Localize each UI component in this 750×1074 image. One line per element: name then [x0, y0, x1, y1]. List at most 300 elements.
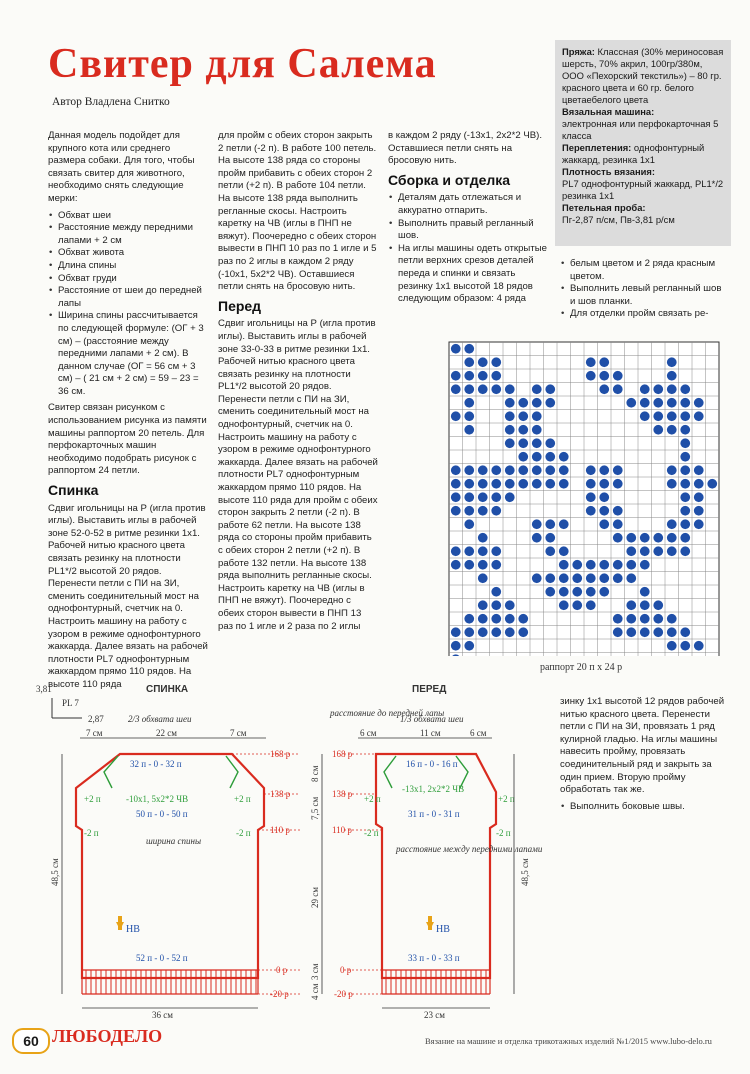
pattern-dot — [680, 506, 690, 516]
pattern-dot — [640, 384, 650, 394]
assembly-list-3 — [560, 801, 725, 814]
footer-text: Вязание на машине и отделка трикотажных изделий №1/2015 www.lubo-delo.ru — [425, 1036, 712, 1046]
spec-value: Пг-2,87 п/см, Пв-3,81 р/см — [562, 214, 675, 225]
pattern-dot — [599, 506, 609, 516]
pattern-dot — [478, 506, 488, 516]
front-hv-label: НВ — [436, 924, 450, 935]
pattern-dot — [505, 600, 515, 610]
pattern-dot — [572, 587, 582, 597]
pattern-dot — [478, 371, 488, 381]
pattern-dot — [545, 533, 555, 543]
pattern-dot — [667, 357, 677, 367]
pattern-dot — [653, 398, 663, 408]
pattern-dot — [680, 384, 690, 394]
pattern-dot — [545, 438, 555, 448]
pattern-dot — [626, 627, 636, 637]
front-dim-11: 11 см — [420, 728, 441, 738]
list-item: • Обхват груди — [58, 273, 208, 286]
list-item: • Выполнить боковые швы. — [570, 801, 725, 814]
pattern-dot — [478, 627, 488, 637]
pattern-dot — [559, 573, 569, 583]
back-hv-label: НВ — [126, 924, 140, 935]
list-item: • Расстояние между передними лапами + 2 см — [58, 222, 208, 247]
spec-value: Классная (30% мериносовая шерсть, 70% акрил, 100гр/380м, ООО «Пехорский текстиль») – 80 гр. красного цвета и 60 гр. белого цветаебелого цвета — [562, 46, 724, 105]
pattern-dot — [518, 398, 528, 408]
author: Автор Владлена Снитко — [52, 96, 170, 108]
pattern-dot — [451, 371, 461, 381]
back-plus-right: +2 п — [234, 794, 251, 804]
pattern-dot — [532, 398, 542, 408]
pattern-dot — [464, 371, 474, 381]
rapport-caption: раппорт 20 п x 24 р — [540, 662, 623, 673]
intro-text: Данная модель подойдет для крупного кота или среднего размера собаки. Для того, чтобы связать свитер для животного, необходимо снять следующие мерки: — [48, 130, 195, 204]
pattern-dot — [545, 465, 555, 475]
spec-key: Переплетения: — [562, 142, 632, 153]
pattern-dot — [640, 533, 650, 543]
list-item: • На иглы машины одеть открытые петли верхних срезов деталей переда и спинки и связать резинку 1х1 высотой 18 рядов следующим образом: 4 ряда — [398, 243, 548, 306]
list-item: • Выполнить левый регланный шов и шов планки. — [570, 283, 725, 308]
pattern-dot — [613, 465, 623, 475]
pattern-dot — [586, 600, 596, 610]
pattern-dot — [464, 546, 474, 556]
pattern-dot — [532, 533, 542, 543]
pattern-dot — [545, 573, 555, 583]
pattern-dot — [694, 465, 704, 475]
pattern-dot — [586, 573, 596, 583]
pattern-dot — [451, 344, 461, 354]
logo-part-a: ЛЮБО — [52, 1026, 111, 1046]
pattern-dot — [478, 357, 488, 367]
front-neck-label: 1/3 обхвата шеи — [400, 714, 464, 724]
pattern-dot — [667, 533, 677, 543]
pattern-dot — [532, 452, 542, 462]
pattern-dot — [532, 479, 542, 489]
pattern-dot — [491, 546, 501, 556]
pattern-dot — [613, 371, 623, 381]
pattern-dot — [599, 587, 609, 597]
pattern-dot — [653, 533, 663, 543]
pattern-dot — [491, 587, 501, 597]
back-minus-left: -2 п — [84, 828, 99, 838]
pattern-dot — [532, 411, 542, 421]
back-raglan-label: -10х1, 5х2*2 ЧВ — [126, 794, 189, 804]
front-to-paw-label: расстояние до передней лапы — [330, 708, 445, 718]
gauge-stitches: 2,87 — [88, 714, 104, 724]
pattern-dot — [680, 533, 690, 543]
pattern-dot — [667, 398, 677, 408]
back-dim-7b: 7 см — [230, 728, 247, 738]
back-text-1: Сдвиг игольницы на Р (игла против иглы). Выставить иглы в рабочей зоне 52-0-52 в ритме резинки 1х1. Рабочей нитью красного цвета связать резинку на плотности PL1*/2 высотой 20 рядов. Перенести петли с ПИ на ЗИ, сменить соединительный мост на однофонтурный, счетчик на 0. Настроить машину на работу с узором в режиме однофонтурного жаккарда. Далее вязать на рабочей плотности PL7 однофонтурным жаккардом прямо 110 рядов. На высоте 110 ряда — [48, 502, 208, 690]
pattern-dot — [518, 465, 528, 475]
front-row-20: -20 р — [334, 989, 353, 999]
pattern-dot — [451, 384, 461, 394]
pattern-dot — [626, 533, 636, 543]
pattern-dot — [640, 560, 650, 570]
specs-box — [555, 40, 731, 246]
pattern-dot — [559, 546, 569, 556]
pattern-dot — [586, 479, 596, 489]
front-row-138: 138 р — [332, 789, 353, 799]
front-stitch-33: 33 п - 0 - 33 п — [408, 953, 460, 963]
front-text-3: в каждом 2 ряду (-13х1, 2х2*2 ЧВ). Оставшиеся петли снять на бросовую нить. — [388, 130, 542, 167]
pattern-dot — [613, 560, 623, 570]
list-item: • Длина спины — [58, 260, 208, 273]
pattern-dot — [491, 627, 501, 637]
pattern-dot — [464, 506, 474, 516]
pattern-dot — [464, 357, 474, 367]
back-row-110: 110 р — [270, 825, 290, 835]
pattern-dot — [680, 641, 690, 651]
pattern-dot — [451, 479, 461, 489]
list-item: • Обхват шеи — [58, 210, 208, 223]
pattern-dot — [559, 519, 569, 529]
pattern-note: Свитер связан рисунком с использованием рисунка из памяти машины раппортом 20 петель. Для перфокарточных машин необходимо подобрать рисунок с раппортом 24 петли. — [48, 402, 207, 477]
pattern-dot — [613, 506, 623, 516]
pattern-dot — [680, 452, 690, 462]
back-height-label: 48,5 см — [50, 858, 60, 886]
pattern-dot — [505, 479, 515, 489]
pattern-dot — [599, 560, 609, 570]
measures-list — [48, 210, 208, 399]
pattern-dot — [586, 492, 596, 502]
pattern-dot — [626, 614, 636, 624]
pattern-dot — [572, 600, 582, 610]
pattern-dot — [667, 519, 677, 529]
pattern-dot — [653, 384, 663, 394]
pattern-dot — [613, 614, 623, 624]
pattern-dot — [640, 614, 650, 624]
pattern-dot — [532, 425, 542, 435]
front-row-168: 168 р — [332, 749, 353, 759]
pattern-dot — [505, 492, 515, 502]
pattern-dot — [505, 398, 515, 408]
spec-key: Петельная проба: — [562, 202, 646, 213]
back-neck-label: 2/3 обхвата шеи — [128, 714, 192, 724]
front-dim-6b: 6 см — [470, 728, 487, 738]
front-stitch-16: 16 п - 0 - 16 п — [406, 759, 458, 769]
pattern-dot — [680, 425, 690, 435]
front-raglan-label: -13х1, 2х2*2 ЧВ — [402, 784, 465, 794]
column-3 — [388, 130, 548, 310]
pattern-dot — [518, 479, 528, 489]
hv-markers — [116, 916, 434, 930]
pattern-dot — [518, 411, 528, 421]
pattern-dot — [464, 425, 474, 435]
spec-value: PL7 однофонтурный жаккард, PL1*/2 резинка 1х1 — [562, 178, 724, 201]
pattern-dot — [451, 492, 461, 502]
pattern-dot — [586, 587, 596, 597]
pattern-dot — [599, 492, 609, 502]
pattern-dot — [478, 384, 488, 394]
pattern-dot — [680, 479, 690, 489]
list-item: • Расстояние от шеи до передней лапы — [58, 285, 208, 310]
dim-29cm: 29 см — [310, 887, 320, 908]
list-item: • Ширина спины рассчитывается по следующей формуле: (ОГ + 3 см) – (расстояние между передними лапами + 2 см). В данном случае (ОГ = 56 см + 3 см) – ( 21 см + 2 см) = 59 – 23 = 36 см. — [58, 310, 208, 398]
list-item: • Для отделки пройм связать ре- — [570, 308, 725, 321]
pattern-dot — [545, 479, 555, 489]
list-item: • Выполнить правый регланный шов. — [398, 218, 548, 243]
pattern-dot — [653, 425, 663, 435]
pattern-dot — [532, 573, 542, 583]
page-number: 60 — [12, 1028, 50, 1054]
pattern-dot — [613, 573, 623, 583]
pattern-dot — [478, 560, 488, 570]
pattern-dot — [491, 465, 501, 475]
pattern-dot — [464, 384, 474, 394]
pattern-dot — [491, 560, 501, 570]
back-minus-right: -2 п — [236, 828, 251, 838]
pattern-dot — [505, 465, 515, 475]
pattern-dot — [478, 465, 488, 475]
front-width-23: 23 см — [424, 1010, 445, 1020]
pattern-dot — [599, 479, 609, 489]
pattern-dot — [599, 465, 609, 475]
pattern-dot — [613, 479, 623, 489]
back-title: СПИНКА — [146, 684, 189, 695]
pattern-dot — [680, 519, 690, 529]
pattern-dot — [505, 614, 515, 624]
pattern-dot — [694, 411, 704, 421]
pattern-dot — [518, 425, 528, 435]
pattern-dot — [640, 600, 650, 610]
pattern-dot — [640, 398, 650, 408]
back-width-label: ширина спины — [146, 836, 202, 846]
pattern-dot — [451, 465, 461, 475]
pattern-dot — [667, 465, 677, 475]
pattern-dot — [694, 506, 704, 516]
pattern-dot — [518, 614, 528, 624]
pattern-dot — [518, 452, 528, 462]
back-stitch-32: 32 п - 0 - 32 п — [130, 759, 182, 769]
back-dim-22: 22 см — [156, 728, 177, 738]
assembly-list-2 — [560, 258, 725, 321]
pattern-dot — [478, 614, 488, 624]
back-row-168: 168 р — [270, 749, 291, 759]
pattern-dot — [653, 411, 663, 421]
back-stitch-50: 50 п - 0 - 50 п — [136, 809, 188, 819]
column-4-bottom — [560, 696, 725, 817]
pattern-dot — [626, 573, 636, 583]
pattern-dot — [518, 438, 528, 448]
pattern-dot — [586, 371, 596, 381]
pattern-dot — [626, 560, 636, 570]
pattern-dot — [545, 384, 555, 394]
back-width-36: 36 см — [152, 1010, 173, 1020]
pattern-dot — [653, 600, 663, 610]
pattern-dot — [545, 398, 555, 408]
front-minus-right: -2 п — [496, 828, 511, 838]
pattern-dot — [653, 627, 663, 637]
spec-value: однофонтурный жаккард, резинка 1х1 — [562, 142, 705, 165]
pattern-chart — [447, 340, 729, 656]
pattern-dot — [559, 587, 569, 597]
row-markers — [232, 754, 382, 994]
pattern-dot — [532, 384, 542, 394]
pattern-dot — [505, 438, 515, 448]
pattern-dot — [694, 492, 704, 502]
pattern-dot — [451, 546, 461, 556]
pattern-dot — [478, 600, 488, 610]
pattern-dot — [667, 641, 677, 651]
pattern-dot — [464, 479, 474, 489]
gauge-rows: 3,81 — [36, 684, 52, 694]
front-height-label: 48,5 см — [520, 858, 530, 886]
pattern-dot — [707, 479, 717, 489]
pattern-dot — [545, 452, 555, 462]
pattern-dot — [667, 614, 677, 624]
section-heading-front: Перед — [218, 297, 262, 314]
pattern-dot — [640, 546, 650, 556]
pattern-dot — [599, 519, 609, 529]
front-ribbing — [386, 970, 486, 994]
pattern-dot — [586, 465, 596, 475]
pattern-dot — [694, 479, 704, 489]
pattern-dot — [478, 573, 488, 583]
pattern-dot — [640, 627, 650, 637]
dim-3cm: 3 см — [310, 963, 320, 980]
pattern-dot — [478, 479, 488, 489]
pattern-dot — [586, 506, 596, 516]
pattern-dot — [464, 465, 474, 475]
pattern-dot — [478, 533, 488, 543]
front-plus-left: +2 п — [364, 794, 381, 804]
list-item: • Деталям дать отлежаться и аккуратно отпарить. — [398, 192, 548, 217]
dim-75cm: 7,5 см — [310, 796, 320, 820]
pattern-dot — [586, 357, 596, 367]
front-title: ПЕРЕД — [412, 684, 447, 695]
pattern-dot — [491, 384, 501, 394]
logo-part-b: ДЕЛО — [110, 1026, 163, 1046]
pattern-dot — [667, 411, 677, 421]
gauge-density: PL 7 — [62, 698, 79, 708]
pattern-dot — [545, 546, 555, 556]
pattern-dot — [491, 357, 501, 367]
pattern-dot — [505, 384, 515, 394]
pattern-dot — [559, 600, 569, 610]
list-item: • белым цветом и 2 ряда красным цветом. — [570, 258, 725, 283]
back-plus-left: +2 п — [84, 794, 101, 804]
back-rib-lines — [82, 970, 258, 994]
assembly-text-3: зинку 1х1 высотой 12 рядов рабочей нитью красного цвета. Перенести петли с ПИ на ЗИ, провязать 1 ряд кулирной гладью. На иглы машины навесить пройму, провязать соединительный ряд и закрыть за один прием. Вторую пройму обработать так же. — [560, 696, 725, 796]
front-stitch-31: 31 п - 0 - 31 п — [408, 809, 460, 819]
pattern-dot — [694, 519, 704, 529]
pattern-dot — [451, 411, 461, 421]
pattern-dot — [464, 519, 474, 529]
pattern-dot — [572, 573, 582, 583]
list-item: • Обхват живота — [58, 247, 208, 260]
pattern-dot — [667, 627, 677, 637]
back-row-138: 138 р — [270, 789, 291, 799]
pattern-dot — [505, 627, 515, 637]
back-outline — [76, 754, 264, 978]
pattern-dot — [599, 371, 609, 381]
pattern-dot — [464, 492, 474, 502]
pattern-dot — [559, 465, 569, 475]
magazine-logo — [52, 1026, 162, 1047]
schematics — [0, 676, 560, 1022]
pattern-dot — [680, 627, 690, 637]
front-row-110: 110 р — [332, 825, 352, 835]
pattern-dot — [545, 587, 555, 597]
pattern-dot — [464, 627, 474, 637]
pattern-dot — [491, 371, 501, 381]
pattern-dot — [505, 425, 515, 435]
pattern-dot — [464, 560, 474, 570]
pattern-dot — [626, 546, 636, 556]
section-heading-back: Спинка — [48, 482, 99, 499]
pattern-dot — [613, 384, 623, 394]
back-text-2: для пройм с обеих сторон закрыть 2 петли (-2 п). В работе 100 петель. На высоте 138 ряда со стороны пройм прибавить с обеих сторон 2 петли (+2 п). В работе 104 петли. На высоте 138 ряда выполнить регланные скосы. Настроить каретку на ЧВ (иглы в ПНП не вяжут). Поочередно с обеих сторон вывести в ПНП 10 раз по 1 игле и 5 раз по 2 иглы в каждом 2 ряду (-10х1, 5х2*2 ЧВ). Оставшиеся петли снять на бросовую нить. — [218, 130, 377, 293]
front-dim-6a: 6 см — [360, 728, 377, 738]
pattern-dot — [532, 438, 542, 448]
pattern-dot — [491, 506, 501, 516]
pattern-dot — [532, 519, 542, 529]
pattern-dot — [451, 506, 461, 516]
back-ribbing — [86, 970, 256, 994]
front-row-0: 0 р — [340, 965, 352, 975]
pattern-dot — [491, 600, 501, 610]
pattern-dot — [613, 519, 623, 529]
pattern-dot — [518, 627, 528, 637]
pattern-dot — [478, 492, 488, 502]
back-row-20: -20 р — [270, 989, 289, 999]
pattern-dot — [586, 560, 596, 570]
pattern-dot — [640, 411, 650, 421]
front-between-label: расстояние между передними лапами — [396, 844, 543, 854]
pattern-dot — [653, 614, 663, 624]
pattern-dot — [451, 627, 461, 637]
spec-key: Пряжа: — [562, 46, 595, 57]
pattern-dot — [491, 479, 501, 489]
pattern-dot — [451, 560, 461, 570]
pattern-dot — [464, 398, 474, 408]
pattern-dot — [680, 492, 690, 502]
spec-key: Вязальная машина: — [562, 106, 655, 117]
pattern-dot — [464, 614, 474, 624]
pattern-dot — [680, 546, 690, 556]
column-2 — [218, 130, 378, 637]
dim-8cm: 8 см — [310, 765, 320, 782]
back-stitch-52: 52 п - 0 - 52 п — [136, 953, 188, 963]
pattern-dot — [680, 411, 690, 421]
spec-value: электронная или перфокарточная 5 класса — [562, 118, 719, 141]
pattern-dot — [599, 357, 609, 367]
pattern-dot — [613, 533, 623, 543]
dim-4cm: 4 см — [310, 983, 320, 1000]
pattern-dot — [613, 627, 623, 637]
pattern-dot — [464, 641, 474, 651]
column-1 — [48, 130, 208, 696]
assembly-list — [388, 192, 548, 305]
pattern-dot — [680, 465, 690, 475]
front-text: Сдвиг игольницы на Р (игла против иглы). Выставить иглы в рабочей зоне 33-0-33 в ритме резинки 1х1. Рабочей нитью красного цвета связать резинку на плотности PL1*/2 высотой 20 рядов. Перенести петли с ПИ на ЗИ, сменить соединительный мост на однофонтурный, счетчик на 0. Настроить машину на работу с узором в режиме однофонтурного жаккарда. Далее вязать на рабочей плотности PL7 однофонтурным жаккардом прямо 110 рядов. На высоте 110 ряда для пройм с обеих сторон закрыть 2 петли (-2 п). В работе 62 петли. На высоте 138 ряда со стороны пройм прибавить с обеих сторон 2 петли (+2 п). В работе 132 петли. На высоте 138 ряда выполнить регланные скосы. Настроить каретку на ЧВ (иглы в ПНП не вяжут). Поочередно с обеих сторон вывести в ПНП 13 раз по 1 игле и 2 раза по 2 иглы — [218, 318, 378, 632]
pattern-dot — [626, 600, 636, 610]
pattern-dot — [559, 560, 569, 570]
pattern-dot — [694, 641, 704, 651]
pattern-dot — [491, 492, 501, 502]
pattern-dot — [572, 560, 582, 570]
pattern-dot — [653, 546, 663, 556]
pattern-dot — [667, 479, 677, 489]
pattern-dot — [464, 344, 474, 354]
pattern-dot — [559, 479, 569, 489]
pattern-dot — [599, 573, 609, 583]
pattern-dot — [694, 398, 704, 408]
section-heading-assembly: Сборка и отделка — [388, 171, 511, 188]
pattern-dot — [491, 614, 501, 624]
pattern-dot — [545, 519, 555, 529]
page-title: Свитер для Салема — [48, 41, 437, 87]
